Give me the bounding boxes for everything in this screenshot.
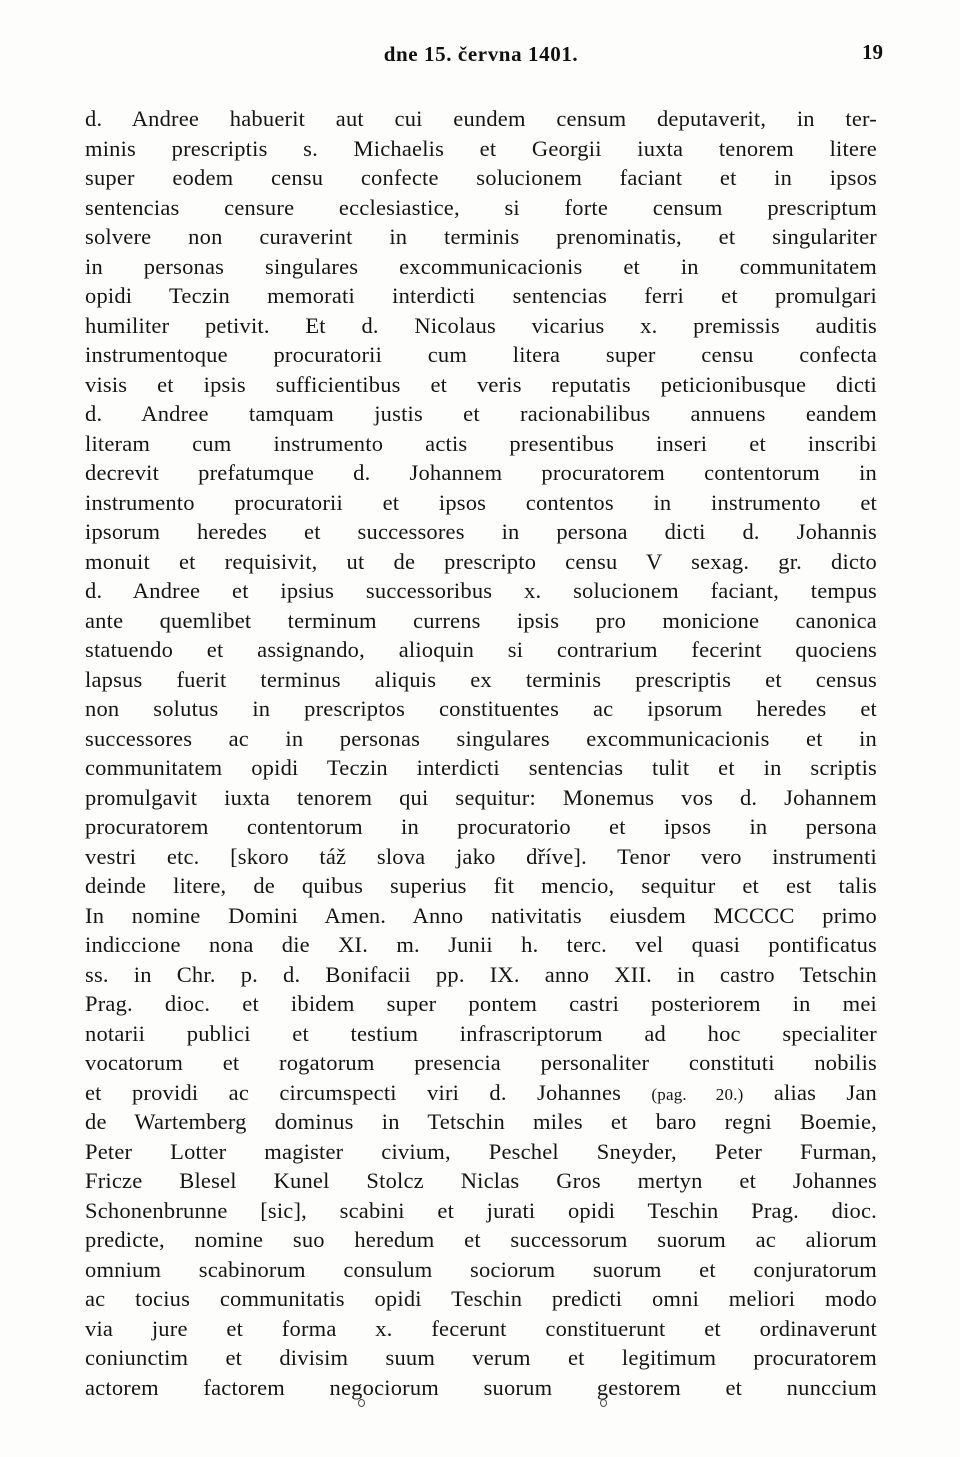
text-line: d. Andree tamquam justis et racionabilibus annuens eandem — [85, 401, 877, 426]
text-line: super eodem censu confecte solucionem faciant et in ipsos — [85, 165, 877, 190]
text-line: solvere non curaverint in terminis prenominatis, et singulariter — [85, 224, 877, 249]
text-line: vocatorum et rogatorum presencia personaliter constituti nobilis — [85, 1050, 877, 1075]
text-line — [85, 1078, 877, 1108]
text-line: communitatem opidi Teczin interdicti sentencias tulit et in scriptis — [85, 755, 877, 780]
text-line: Peter Lotter magister civium, Peschel Sneyder, Peter Furman, — [85, 1138, 877, 1164]
text-line: procuratorem contentorum in procuratorio et ipsos in persona — [85, 814, 877, 839]
text-line: instrumento procuratorii et ipsos contentos in instrumento et — [85, 489, 877, 515]
text-line: literam cum instrumento actis presentibus inseri et inscribi — [85, 430, 877, 456]
text-line: monuit et requisivit, ut de prescripto censu V sexag. gr. dicto — [85, 548, 877, 574]
text-line: ipsorum heredes et successores in persona dicti d. Johannis — [85, 519, 877, 544]
text-line: ante quemlibet terminum currens ipsis pro monicione canonica — [85, 607, 877, 633]
text-line: sentencias censure ecclesiastice, si forte censum prescriptum — [85, 194, 877, 220]
text-line: humiliter petivit. Et d. Nicolaus vicarius x. premissis auditis — [85, 312, 877, 338]
running-title: dne 15. června 1401. — [383, 42, 579, 66]
text-line: visis et ipsis sufficientibus et veris reputatis peticionibusque dicti — [85, 371, 877, 397]
text-line: de Wartemberg dominus in Tetschin miles et baro regni Boemie, — [85, 1109, 877, 1134]
text-line: Prag. dioc. et ibidem super pontem castri posteriorem in mei — [85, 991, 877, 1016]
text-line: minis prescriptis s. Michaelis et Georgii iuxta tenorem litere — [85, 135, 877, 161]
scan-speck — [600, 1399, 607, 1407]
text-line: In nomine Domini Amen. Anno nativitatis eiusdem MCCCC primo — [85, 902, 877, 928]
scan-speck — [358, 1399, 365, 1407]
text-line: d. Andree et ipsius successoribus x. solucionem faciant, tempus — [85, 578, 877, 603]
text-line: ac tocius communitatis opidi Teschin predicti omni meliori modo — [85, 1286, 877, 1311]
page-number: 19 — [862, 40, 883, 64]
text-line: instrumentoque procuratorii cum litera super censu confecta — [85, 342, 877, 367]
text-line: lapsus fuerit terminus aliquis ex terminis prescriptis et census — [85, 666, 877, 692]
text-segment: et providi ac circumspecti viri d. Johannes — [85, 1079, 652, 1105]
text-line: statuendo et assignando, alioquin si contrarium fecerint quociens — [85, 637, 877, 662]
inline-page-reference: (pag. 20.) — [651, 1084, 744, 1104]
text-line: indiccione nona die XI. m. Junii h. terc. vel quasi pontificatus — [85, 932, 877, 957]
text-line: predicte, nomine suo heredum et successorum suorum ac aliorum — [85, 1227, 877, 1252]
text-line: omnium scabinorum consulum sociorum suorum et conjuratorum — [85, 1256, 877, 1282]
text-line: successores ac in personas singulares excommunicacionis et in — [85, 725, 877, 751]
text-segment: alias Jan — [743, 1079, 877, 1105]
text-line: Fricze Blesel Kunel Stolcz Niclas Gros mertyn et Johannes — [85, 1168, 877, 1193]
text-line: ss. in Chr. p. d. Bonifacii pp. IX. anno XII. in castro Tetschin — [85, 961, 877, 987]
text-line: decrevit prefatumque d. Johannem procuratorem contentorum in — [85, 460, 877, 485]
text-line: non solutus in prescriptos constituentes ac ipsorum heredes et — [85, 696, 877, 721]
text-line: in personas singulares excommunicacionis et in communitatem — [85, 253, 877, 279]
text-line: coniunctim et divisim suum verum et legitimum procuratorem — [85, 1345, 877, 1370]
text-line: opidi Teczin memorati interdicti sentencias ferri et promulgari — [85, 283, 877, 308]
body-text — [85, 104, 877, 1402]
text-line: d. Andree habuerit aut cui eundem censum deputaverit, in ter- — [85, 106, 877, 131]
text-line: vestri etc. [skoro táž slova jako dříve]. Tenor vero instrumenti — [85, 843, 877, 869]
text-line: promulgavit iuxta tenorem qui sequitur: Monemus vos d. Johannem — [85, 784, 877, 810]
text-line: Schonenbrunne [sic], scabini et jurati opidi Teschin Prag. dioc. — [85, 1197, 877, 1223]
text-line: via jure et forma x. fecerunt constituerunt et ordinaverunt — [85, 1315, 877, 1341]
text-line: deinde litere, de quibus superius fit mencio, sequitur et est talis — [85, 873, 877, 898]
text-line: notarii publici et testium infrascriptorum ad hoc specialiter — [85, 1020, 877, 1046]
text-line: actorem factorem negociorum suorum gestorem et nunccium — [85, 1374, 877, 1400]
